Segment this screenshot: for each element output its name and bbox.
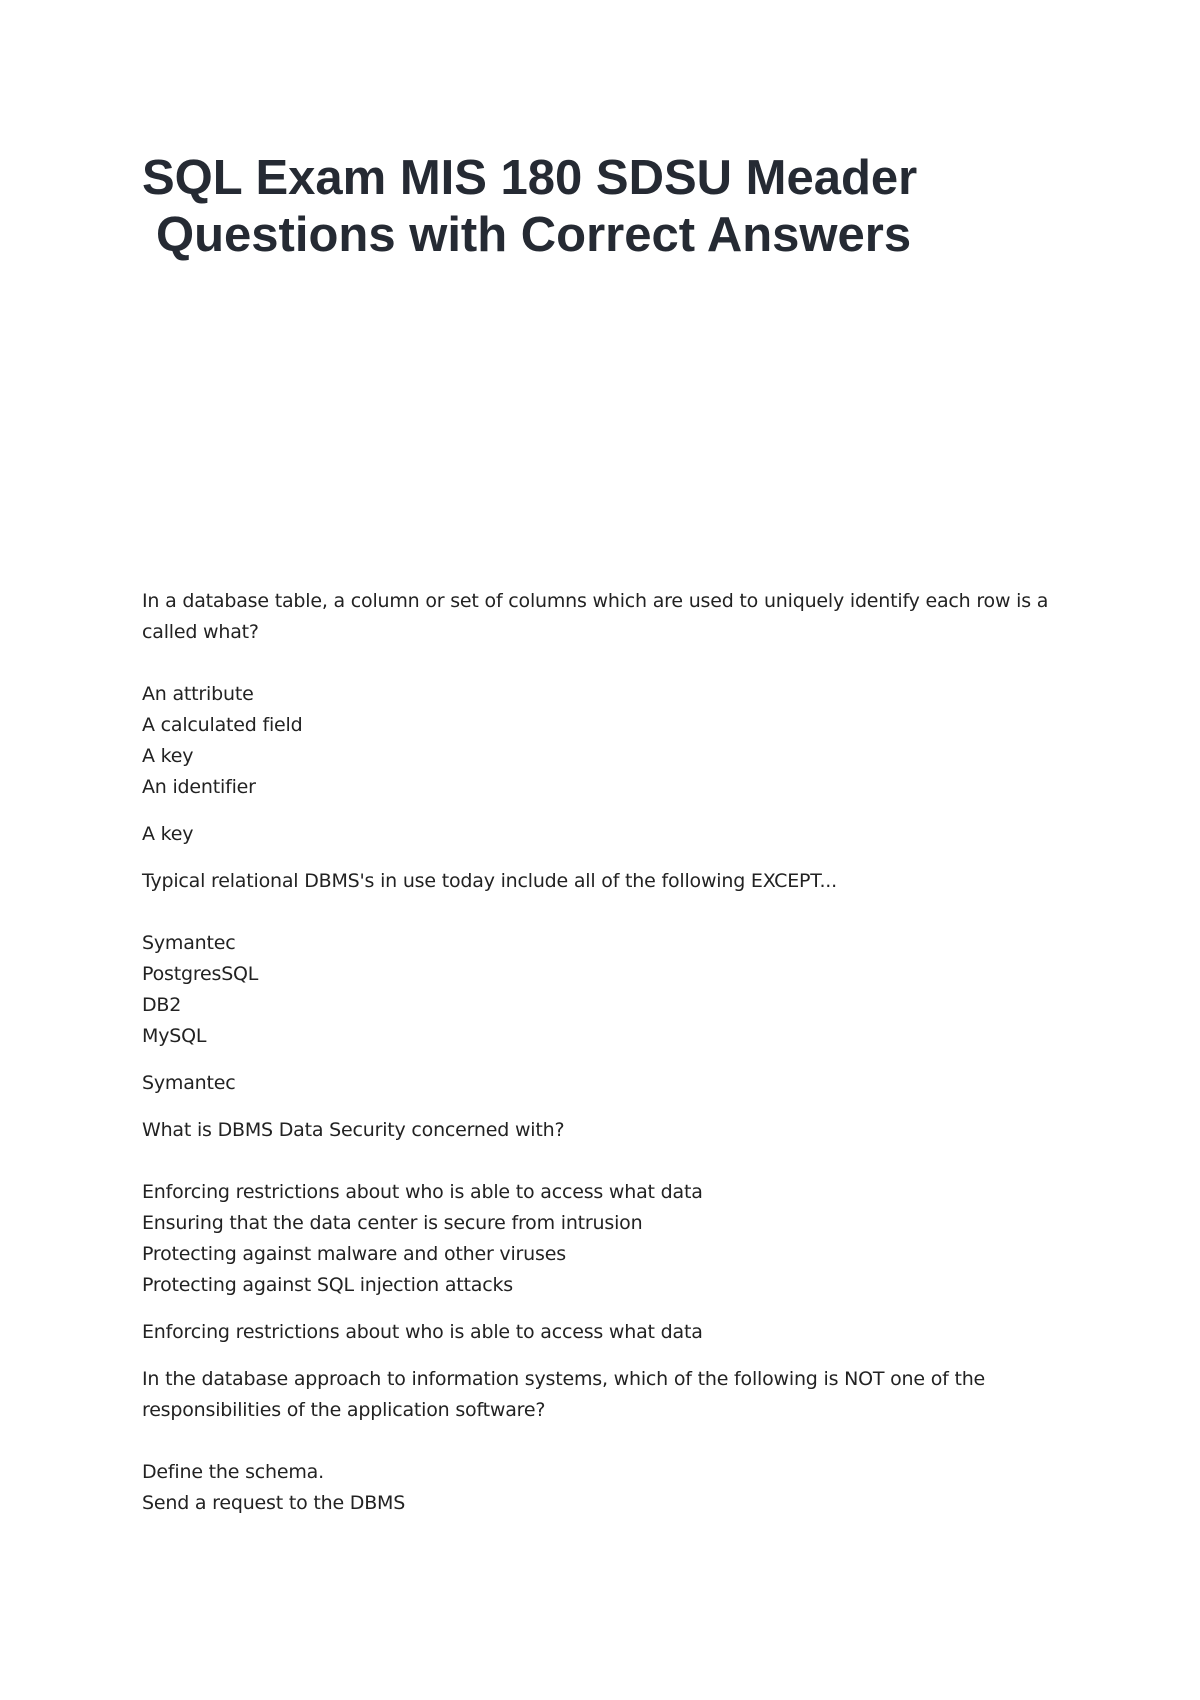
question-4: [142, 1364, 1082, 1519]
answer-option: Ensuring that the data center is secure from intrusion: [142, 1212, 643, 1234]
answer-options: [142, 1177, 1082, 1301]
answer-option: A calculated field: [142, 714, 303, 736]
question-text: What is DBMS Data Security concerned with?: [142, 1119, 565, 1141]
question-text: In the database approach to information systems, which of the following is NOT one of the responsibilities of the application software?: [142, 1368, 986, 1421]
question-text: Typical relational DBMS's in use today include all of the following EXCEPT...: [142, 870, 837, 892]
answer-option: Send a request to the DBMS: [142, 1492, 406, 1514]
answer-option: A key: [142, 745, 194, 767]
answer-options: [142, 928, 1082, 1052]
answer-options: [142, 679, 1082, 803]
question-3: [142, 1115, 1082, 1348]
question-text: In a database table, a column or set of columns which are used to uniquely identify each row is a called what?: [142, 590, 1049, 643]
answer-option: PostgresSQL: [142, 963, 259, 985]
document-title: [142, 150, 1042, 264]
question-2: [142, 866, 1082, 1099]
correct-answer: A key: [142, 823, 194, 845]
correct-answer: Enforcing restrictions about who is able to access what data: [142, 1321, 703, 1343]
answer-option: MySQL: [142, 1025, 207, 1047]
answer-option: Protecting against SQL injection attacks: [142, 1274, 513, 1296]
answer-options: [142, 1457, 1082, 1519]
answer-option: An identifier: [142, 776, 256, 798]
answer-option: Protecting against malware and other viruses: [142, 1243, 566, 1265]
answer-option: Define the schema.: [142, 1461, 324, 1483]
question-1: [142, 586, 1082, 850]
correct-answer: Symantec: [142, 1072, 236, 1094]
answer-option: Symantec: [142, 932, 236, 954]
answer-option: Enforcing restrictions about who is able to access what data: [142, 1181, 703, 1203]
title-line-2: Questions with Correct Answers: [156, 208, 912, 262]
title-line-1: SQL Exam MIS 180 SDSU Meader: [142, 151, 918, 205]
question-list: [142, 586, 1082, 1519]
answer-option: DB2: [142, 994, 182, 1016]
answer-option: An attribute: [142, 683, 254, 705]
